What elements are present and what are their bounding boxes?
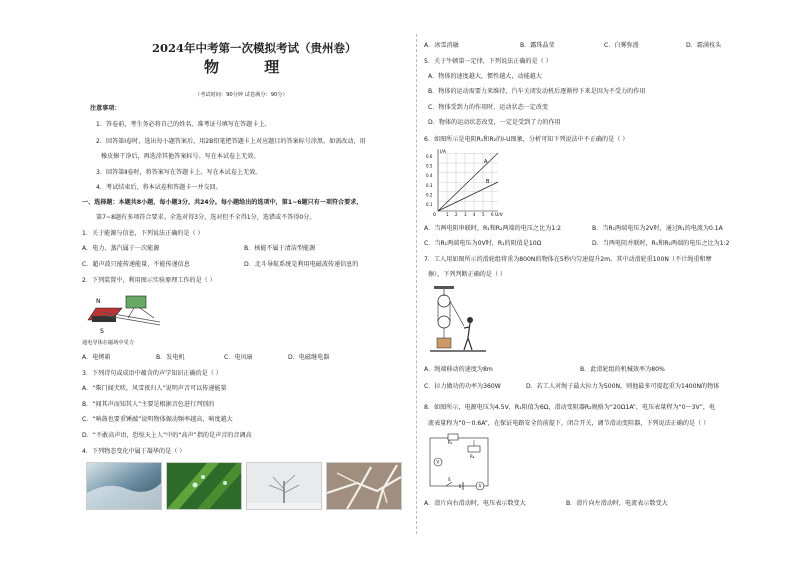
line-b-label: B xyxy=(486,179,490,185)
circuit-figure xyxy=(424,432,494,494)
q3-option-a: A．“柴门闻犬吠，风雪夜归人”说明声音可以传递能量 xyxy=(82,385,227,392)
question-7-stem-cont: 擦），下列判断正确的是（ ） xyxy=(428,271,507,278)
q3-option-d: D．“不敢高声语，恐惊天上人”中的“高声”指的是声音的音调高 xyxy=(82,432,252,439)
y-tick-label: 0.3 xyxy=(426,182,433,188)
line-a-label: A xyxy=(484,159,488,165)
photo-dew-drops xyxy=(166,462,242,510)
figure-caption: 通电导体在磁场中受力 xyxy=(82,340,134,346)
q4-option-a: A．冰雪消融 xyxy=(424,42,459,49)
photo-ice-melting xyxy=(86,462,162,510)
y-tick-label: 0.2 xyxy=(426,192,433,198)
motor-experiment-figure xyxy=(82,288,168,338)
q3-option-c: C．“响鼓也要重锤敲”说明物体振动频率越高，响度越大 xyxy=(82,416,233,423)
question-5-stem: 5．关于牛顿第一定律，下列说法正确的是（ ） xyxy=(424,58,552,65)
note-item: 3．回答第Ⅱ卷时，将答案写在答题卡上。写在本试卷上无效。 xyxy=(96,169,262,176)
section-note: 第7~8题有多项符合要求。全选对得3分，选对但不全得1分，选错或不答得0分。 xyxy=(96,214,316,221)
left-column xyxy=(82,0,408,562)
q1-option-d: D．北斗导航系统是利用电磁波传递信息的 xyxy=(244,261,359,268)
q4-option-b: B．露珠晶莹 xyxy=(520,42,555,49)
q7-option-b: B．此滑轮组的机械效率为80% xyxy=(580,366,665,373)
right-column xyxy=(424,0,764,562)
section-heading: 一、选择题：本题共8小题，每小题3分，共24分。每小题给出的选项中，第1~6题只有一项符合要求， xyxy=(82,199,363,206)
magnet-n-label: N xyxy=(96,298,101,305)
q5-option-d: D．物体的运动状态改变，一定是受到了力的作用 xyxy=(428,119,561,126)
subject-title: 物 理 xyxy=(204,58,300,76)
photo-frost-branches xyxy=(326,462,402,510)
note-item: 1．答卷前，考生务必将自己的姓名、准考证号填写在答题卡上。 xyxy=(96,121,271,128)
x-tick-label: 1 xyxy=(446,212,449,217)
magnet-s-label: S xyxy=(100,328,104,335)
x-axis-label: U/V xyxy=(495,213,503,217)
voltmeter-label: V xyxy=(436,459,440,465)
column-divider xyxy=(416,34,417,534)
q3-option-b: B．“闻其声而知其人”主要是根据音色进行判别的 xyxy=(82,401,215,408)
q5-option-b: B．物体的运动需要力来维持，汽车关闭发动机后逐渐停下来是因为不受力的作用 xyxy=(428,88,646,95)
note-item: 橡皮擦干净后，再选涂其他答案标号。写在本试卷上无效。 xyxy=(101,153,260,160)
y-tick-label: 0.1 xyxy=(426,202,433,207)
origin-label: 0 xyxy=(433,213,436,217)
x-tick-label: 4 xyxy=(473,212,476,217)
q6-option-a: A．当两电阻串联时，R₁和R₂两端的电压之比为1:2 xyxy=(424,225,562,232)
q1-option-b: B．核能不属于清洁型能源 xyxy=(244,245,316,252)
q2-option-a: A．电烤箱 xyxy=(82,354,111,361)
q5-option-a: A．物体的速度越大，惯性越大，动能越大 xyxy=(428,73,542,80)
ammeter-label: A xyxy=(478,483,482,489)
q1-option-a: A．电力、蒸汽属于一次能源 xyxy=(82,245,160,252)
question-7-stem: 7．工人用如图所示的滑轮组将重为800N的物体在5秒内匀速提升2m，其中动滑轮重100N（不计绳重和摩 xyxy=(424,256,712,263)
note-item: 2．回答第Ⅰ卷时，选出每小题答案后，用2B铅笔把答题卡上对应题目的答案标号涂黑。如需改动，用 xyxy=(96,138,366,145)
q7-option-d: D．若工人对绳子最大拉力为500N，则他最多可提起重为1400N的物体 xyxy=(526,383,720,390)
note-item: 4．考试结束后，将本试卷和答题卡一并交回。 xyxy=(96,184,222,191)
q6-option-b: B．当R₁两端电压为2V时，通过R₁的电流为0.1A xyxy=(592,225,723,232)
q2-option-b: B．发电机 xyxy=(156,354,185,361)
exam-title: 2024年中考第一次模拟考试（贵州卷） xyxy=(152,41,357,55)
iu-graph xyxy=(424,145,504,217)
q4-option-c: C．白雾弥漫 xyxy=(604,42,639,49)
question-3-stem: 3．下列诗句或成语中蕴含的声学知识正确的是（ ） xyxy=(82,370,222,377)
x-tick-label: 2 xyxy=(455,212,458,217)
q2-option-d: D．电磁继电器 xyxy=(288,354,330,361)
question-8-stem: 8．如图所示，电源电压为4.5V，R₁阻值为6Ω，滑动变阻器R₂规格为“20Ω1A”，电压表量程为“0～3V”，电 xyxy=(424,404,716,411)
x-tick-label: 5 xyxy=(482,212,485,217)
r2-label: R₂ xyxy=(470,454,475,459)
exam-info: （考试时间：90分钟 试卷满分：90分） xyxy=(195,92,288,98)
question-2-stem: 2．下列装置中，利用图示实验原理工作的是（ ） xyxy=(82,277,216,284)
question-4-stem: 4．下列物态变化中属于凝华的是（ ） xyxy=(82,448,186,455)
q7-option-c: C．拉力做功的功率为360W xyxy=(424,383,501,390)
q7-option-a: A．绳端移动的速度为8m xyxy=(424,366,493,373)
y-tick-label: 0.6 xyxy=(426,154,433,159)
y-axis-label: I/A xyxy=(440,150,446,155)
q8-option-a: A．滑片向右滑动时，电压表示数变大 xyxy=(424,500,526,507)
question-6-stem: 6．如图所示是电阻R₁和R₂的I-U图象，分析可知下列说法中不正确的是（ ） xyxy=(424,136,629,143)
photo-white-fog xyxy=(246,462,322,510)
y-tick-label: 0.5 xyxy=(426,163,433,169)
notes-heading: 注意事项： xyxy=(90,105,121,112)
q4-option-d: D．霜满枝头 xyxy=(686,42,722,49)
q6-option-d: D．当两电阻并联时，R₁和R₂两端的电压之比为1:2 xyxy=(592,240,730,247)
x-tick-label: 6 xyxy=(491,212,494,217)
q1-option-c: C．超声波只能传递能量，不能传递信息 xyxy=(82,261,190,268)
question-1-stem: 1．关于能源与信息，下列说法正确的是（ ） xyxy=(82,230,204,237)
q5-option-c: C．物体受到力的作用时，运动状态一定改变 xyxy=(428,104,549,111)
q2-option-c: C．电风扇 xyxy=(224,354,253,361)
pulley-figure xyxy=(430,284,486,356)
q8-option-b: B．滑片向左滑动时，电流表示数变大 xyxy=(566,500,668,507)
y-tick-label: 0.4 xyxy=(426,173,433,179)
question-8-stem-cont: 流表量程为“0～0.6A”，在保证电路安全的前提下，闭合开关，调节滑动变阻器，下列说法正确的是（ ） xyxy=(428,420,710,427)
q6-option-c: C．当R₁两端电压为0V时，R₁的阻值是10Ω xyxy=(424,240,542,247)
x-tick-label: 3 xyxy=(464,212,467,217)
r1-label: R₁ xyxy=(448,440,453,445)
switch-label: S xyxy=(448,477,451,482)
